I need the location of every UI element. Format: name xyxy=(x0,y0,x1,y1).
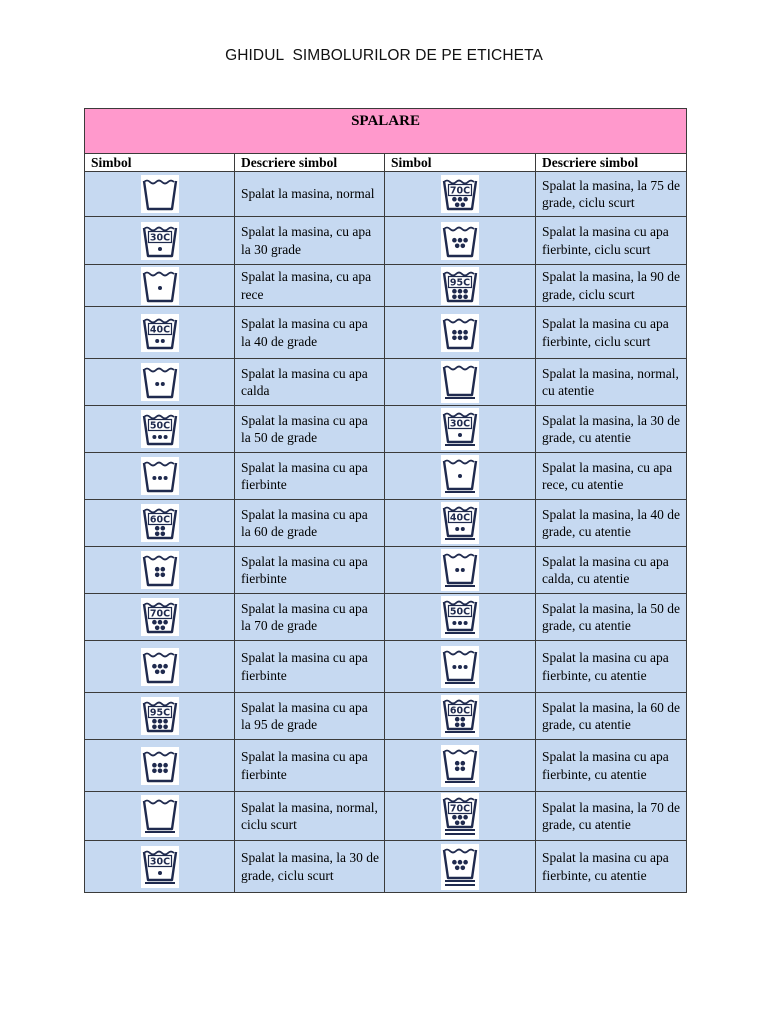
table-row xyxy=(85,547,687,594)
wash-6-dots-icon xyxy=(140,746,180,786)
description-cell: Spalat la masina cu apa fierbinte, cu atentie xyxy=(536,740,687,792)
wash-5-dots-icon xyxy=(440,221,480,261)
symbol-cell xyxy=(85,500,235,547)
description-cell: Spalat la masina, la 30 de grade, cu atentie xyxy=(536,406,687,453)
description-cell: Spalat la masina cu apa la 95 de grade xyxy=(235,693,385,740)
description-cell: Spalat la masina cu apa la 60 de grade xyxy=(235,500,385,547)
description-cell: Spalat la masina, la 30 de grade, ciclu scurt xyxy=(235,841,385,893)
wash-70c-gentle-icon xyxy=(440,792,480,840)
table-body xyxy=(85,172,687,893)
table-row xyxy=(85,841,687,893)
description-cell: Spalat la masina cu apa fierbinte, ciclu scurt xyxy=(536,307,687,359)
wash-30c-icon xyxy=(140,221,180,261)
description-cell: Spalat la masina, normal xyxy=(235,172,385,217)
description-cell: Spalat la masina, la 90 de grade, ciclu scurt xyxy=(536,265,687,307)
symbol-cell xyxy=(385,500,536,547)
header-symbol-right: Simbol xyxy=(385,154,536,172)
wash-60c-icon xyxy=(140,503,180,543)
description-cell: Spalat la masina, normal, cu atentie xyxy=(536,359,687,406)
description-cell: Spalat la masina, la 50 de grade, cu atentie xyxy=(536,594,687,641)
symbol-cell xyxy=(385,172,536,217)
table-row xyxy=(85,792,687,841)
section-heading: SPALARE xyxy=(85,109,687,154)
wash-6-dots-icon xyxy=(440,313,480,353)
symbol-cell xyxy=(385,792,536,841)
wash-warm-icon xyxy=(140,362,180,402)
temperature-label: 95C xyxy=(149,707,170,719)
symbol-cell xyxy=(85,594,235,641)
table-row xyxy=(85,265,687,307)
symbol-cell xyxy=(85,841,235,893)
temperature-label: 70C xyxy=(449,803,471,815)
wash-cold-gentle-icon xyxy=(440,454,480,498)
header-symbol-left: Simbol xyxy=(85,154,235,172)
symbol-cell xyxy=(385,307,536,359)
temperature-label: 30C xyxy=(149,856,170,867)
header-description-right: Descriere simbol xyxy=(536,154,687,172)
description-cell: Spalat la masina cu apa fierbinte xyxy=(235,453,385,500)
wash-40c-gentle-icon xyxy=(440,501,480,545)
table-row xyxy=(85,172,687,217)
header-description-left: Descriere simbol xyxy=(235,154,385,172)
symbol-cell xyxy=(85,406,235,453)
temperature-label: 60C xyxy=(449,705,471,717)
symbol-cell xyxy=(385,841,536,893)
wash-5-dots-gentle-icon xyxy=(440,843,480,891)
wash-30c-gentle-icon xyxy=(440,407,480,451)
description-cell: Spalat la masina cu apa calda, cu atentie xyxy=(536,547,687,594)
wash-95c-icon xyxy=(140,696,180,736)
wash-70c-short-cycle-icon xyxy=(440,174,480,214)
wash-cold-icon xyxy=(140,266,180,306)
description-cell: Spalat la masina cu apa fierbinte, cu atentie xyxy=(536,841,687,893)
symbol-cell xyxy=(385,594,536,641)
table-row xyxy=(85,740,687,792)
description-cell: Spalat la masina cu apa calda xyxy=(235,359,385,406)
wash-60c-gentle-icon xyxy=(440,694,480,738)
temperature-label: 30C xyxy=(149,232,170,243)
temperature-label: 30C xyxy=(449,418,471,430)
description-cell: Spalat la masina, cu apa rece, cu atentie xyxy=(536,453,687,500)
wash-50c-icon xyxy=(140,409,180,449)
description-cell: Spalat la masina cu apa fierbinte, ciclu scurt xyxy=(536,217,687,265)
table-row xyxy=(85,307,687,359)
table-row xyxy=(85,693,687,740)
table-row xyxy=(85,594,687,641)
wash-short-cycle-icon xyxy=(140,794,180,838)
table-row xyxy=(85,641,687,693)
wash-3-dots-icon xyxy=(140,456,180,496)
temperature-label: 70C xyxy=(449,185,471,197)
description-cell: Spalat la masina, la 70 de grade, cu atentie xyxy=(536,792,687,841)
description-cell: Spalat la masina, la 40 de grade, cu atentie xyxy=(536,500,687,547)
temperature-label: 50C xyxy=(449,606,471,618)
symbol-cell xyxy=(385,406,536,453)
symbol-cell xyxy=(85,547,235,594)
wash-30c-short-cycle-icon xyxy=(140,845,180,889)
wash-50c-gentle-icon xyxy=(440,595,480,639)
wash-gentle-icon xyxy=(440,360,480,404)
temperature-label: 70C xyxy=(149,608,170,620)
temperature-label: 50C xyxy=(149,420,170,432)
wash-95c-icon xyxy=(440,266,480,306)
symbol-cell xyxy=(385,641,536,693)
table-row xyxy=(85,217,687,265)
symbol-cell xyxy=(85,792,235,841)
symbol-cell xyxy=(385,265,536,307)
wash-5-dots-icon xyxy=(140,647,180,687)
symbol-cell xyxy=(385,693,536,740)
document-title: GHIDUL SIMBOLURILOR DE PE ETICHETA xyxy=(225,47,543,64)
symbol-cell xyxy=(85,307,235,359)
symbol-cell xyxy=(385,547,536,594)
temperature-label: 60C xyxy=(149,514,170,526)
wash-3-dots-gentle-icon xyxy=(440,645,480,689)
description-cell: Spalat la masina cu apa fierbinte xyxy=(235,547,385,594)
wash-4-dots-gentle-icon xyxy=(440,744,480,788)
temperature-label: 40C xyxy=(149,324,170,335)
column-headers xyxy=(85,154,687,172)
wash-70c-icon xyxy=(140,597,180,637)
symbol-cell xyxy=(385,217,536,265)
description-cell: Spalat la masina cu apa la 70 de grade xyxy=(235,594,385,641)
symbol-cell xyxy=(85,641,235,693)
symbol-cell xyxy=(385,359,536,406)
symbol-cell xyxy=(85,265,235,307)
temperature-label: 40C xyxy=(449,512,471,524)
symbol-cell xyxy=(85,693,235,740)
washing-symbols-table xyxy=(84,108,687,893)
wash-normal-icon xyxy=(140,174,180,214)
wash-4-dots-icon xyxy=(140,550,180,590)
temperature-label: 95C xyxy=(449,277,471,288)
description-cell: Spalat la masina cu apa fierbinte xyxy=(235,740,385,792)
symbol-cell xyxy=(85,359,235,406)
symbol-cell xyxy=(85,217,235,265)
description-cell: Spalat la masina, la 75 de grade, ciclu scurt xyxy=(536,172,687,217)
table-row xyxy=(85,500,687,547)
description-cell: Spalat la masina cu apa la 40 de grade xyxy=(235,307,385,359)
symbol-cell xyxy=(85,172,235,217)
table-row xyxy=(85,406,687,453)
table-row xyxy=(85,453,687,500)
description-cell: Spalat la masina cu apa fierbinte, cu atentie xyxy=(536,641,687,693)
description-cell: Spalat la masina, cu apa la 30 grade xyxy=(235,217,385,265)
table-row xyxy=(85,359,687,406)
description-cell: Spalat la masina cu apa fierbinte xyxy=(235,641,385,693)
description-cell: Spalat la masina, normal, ciclu scurt xyxy=(235,792,385,841)
symbol-cell xyxy=(385,740,536,792)
symbol-cell xyxy=(85,740,235,792)
description-cell: Spalat la masina, cu apa rece xyxy=(235,265,385,307)
symbol-cell xyxy=(85,453,235,500)
wash-40c-icon xyxy=(140,313,180,353)
description-cell: Spalat la masina, la 60 de grade, cu atentie xyxy=(536,693,687,740)
symbol-cell xyxy=(385,453,536,500)
wash-warm-gentle-icon xyxy=(440,548,480,592)
description-cell: Spalat la masina cu apa la 50 de grade xyxy=(235,406,385,453)
